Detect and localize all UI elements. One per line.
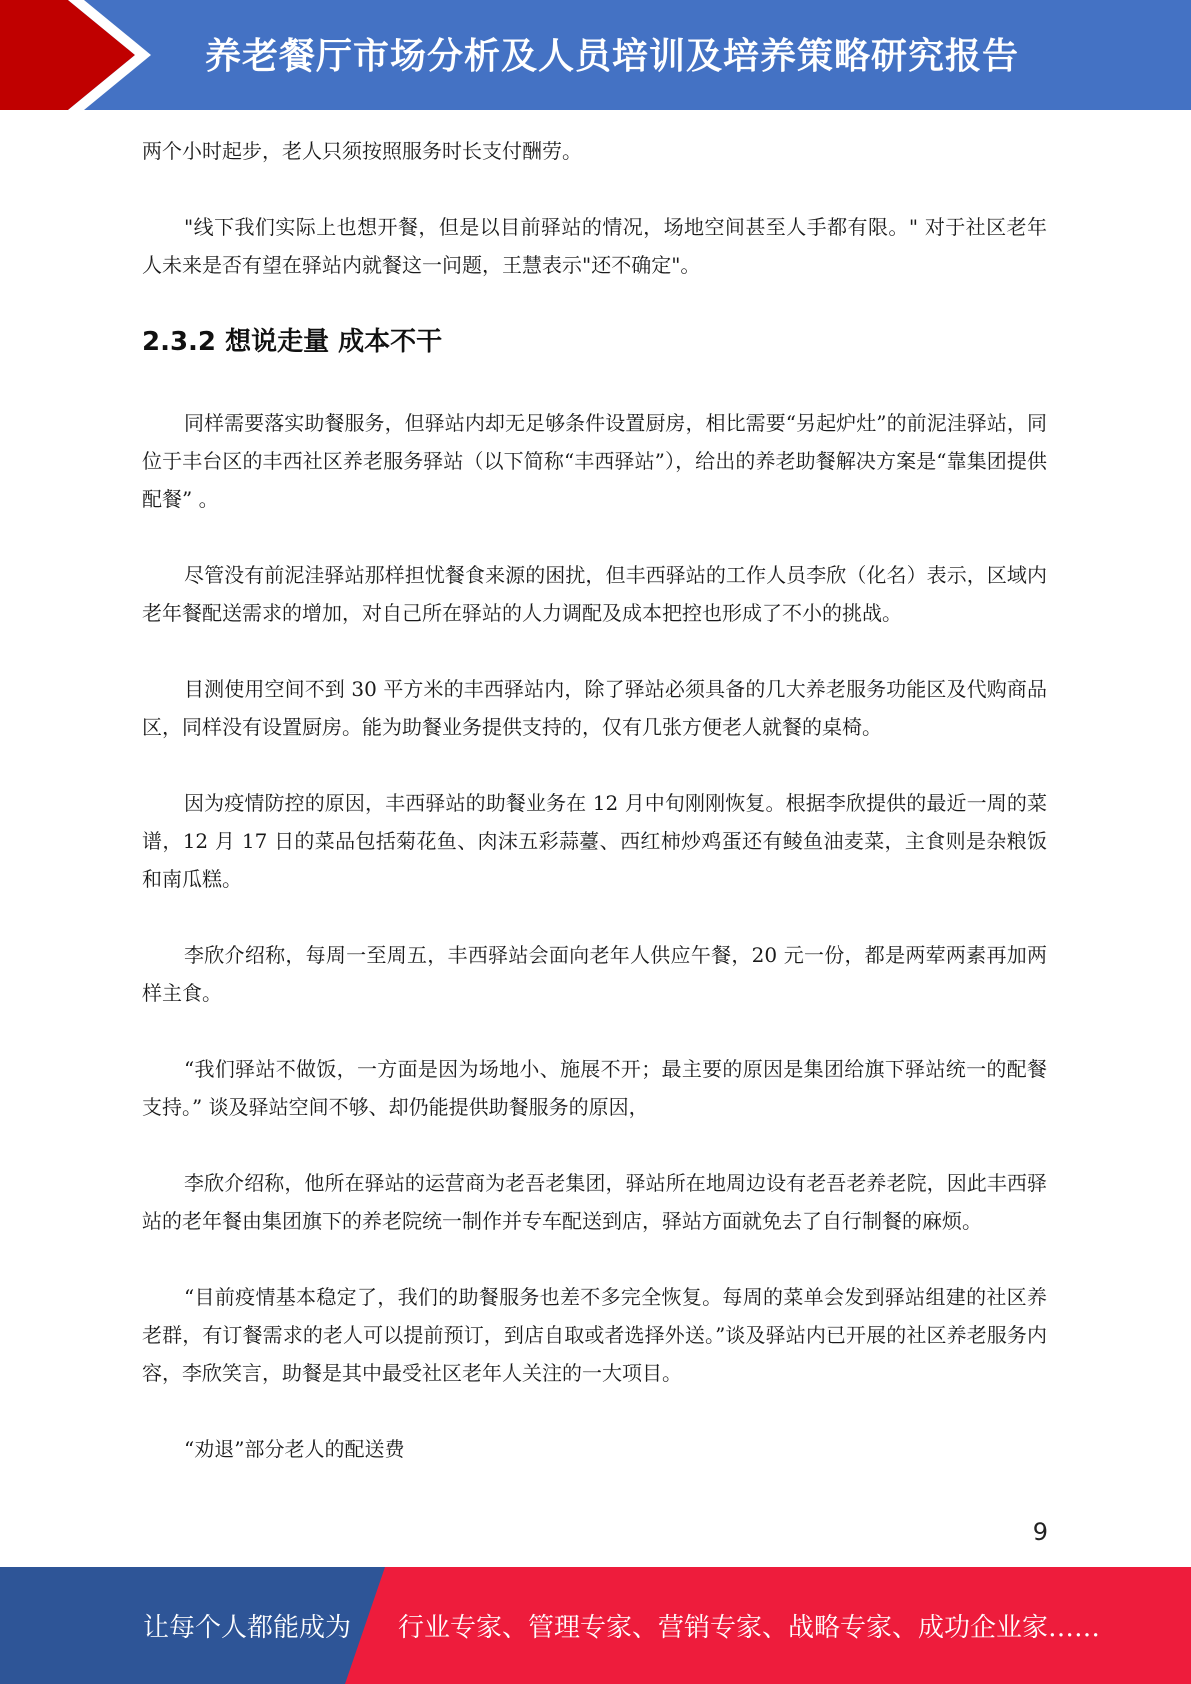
page-header: [0, 0, 1191, 110]
section-heading: 2.3.2 想说走量 成本不干: [142, 327, 443, 357]
footer-slogan-right: 行业专家、管理专家、营销专家、战略专家、成功企业家……: [398, 1613, 1101, 1643]
header-arrow-decoration: [0, 0, 200, 110]
document-body: [142, 132, 1047, 1506]
paragraph: 两个小时起步，老人只须按照服务时长支付酬劳。: [142, 139, 582, 163]
paragraph: 尽管没有前泥洼驿站那样担忧餐食来源的困扰，但丰西驿站的工作人员李欣（化名）表示，区域内老年餐配送需求的增加，对自己所在驿站的人力调配及成本把控也形成了不小的挑战。: [142, 563, 1047, 625]
report-title: 养老餐厅市场分析及人员培训及培养策略研究报告: [205, 36, 1020, 77]
paragraph: "线下我们实际上也想开餐，但是以目前驿站的情况，场地空间甚至人手都有限。" 对于社区老年人未来是否有望在驿站内就餐这一问题，王慧表示"还不确定"。: [142, 215, 1047, 277]
paragraph: “目前疫情基本稳定了，我们的助餐服务也差不多完全恢复。每周的菜单会发到驿站组建的社区养老群，有订餐需求的老人可以提前预订，到店自取或者选择外送。”谈及驿站内已开展的社区养老服务内容，李欣笑言，助餐是其中最受社区老年人关注的一大项目。: [142, 1285, 1047, 1385]
page-number: 9: [1032, 1518, 1048, 1546]
paragraph: 目测使用空间不到 30 平方米的丰西驿站内，除了驿站必须具备的几大养老服务功能区及代购商品区，同样没有设置厨房。能为助餐业务提供支持的，仅有几张方便老人就餐的桌椅。: [142, 677, 1047, 739]
paragraph: 李欣介绍称，他所在驿站的运营商为老吾老集团，驿站所在地周边设有老吾老养老院，因此丰西驿站的老年餐由集团旗下的养老院统一制作并专车配送到店，驿站方面就免去了自行制餐的麻烦。: [142, 1171, 1047, 1233]
footer-slogan-left: 让每个人都能成为: [143, 1613, 352, 1643]
subsection-title: “劝退”部分老人的配送费: [184, 1437, 405, 1461]
paragraph: 同样需要落实助餐服务，但驿站内却无足够条件设置厨房，相比需要“另起炉灶”的前泥洼驿站，同位于丰台区的丰西社区养老服务驿站（以下简称“丰西驿站”），给出的养老助餐解决方案是“靠集团提供配餐” 。: [142, 411, 1047, 511]
paragraph: 李欣介绍称，每周一至周五，丰西驿站会面向老年人供应午餐，20 元一份，都是两荤两素再加两样主食。: [142, 943, 1047, 1005]
paragraph: “我们驿站不做饭，一方面是因为场地小、施展不开；最主要的原因是集团给旗下驿站统一的配餐支持。” 谈及驿站空间不够、却仍能提供助餐服务的原因，: [142, 1057, 1047, 1119]
paragraph: 因为疫情防控的原因，丰西驿站的助餐业务在 12 月中旬刚刚恢复。根据李欣提供的最近一周的菜谱，12 月 17 日的菜品包括菊花鱼、肉沫五彩蒜薹、西红柿炒鸡蛋还有鲮鱼油麦菜，主食则是杂粮饭和南瓜糕。: [142, 791, 1047, 891]
page-footer: [0, 1567, 1191, 1684]
